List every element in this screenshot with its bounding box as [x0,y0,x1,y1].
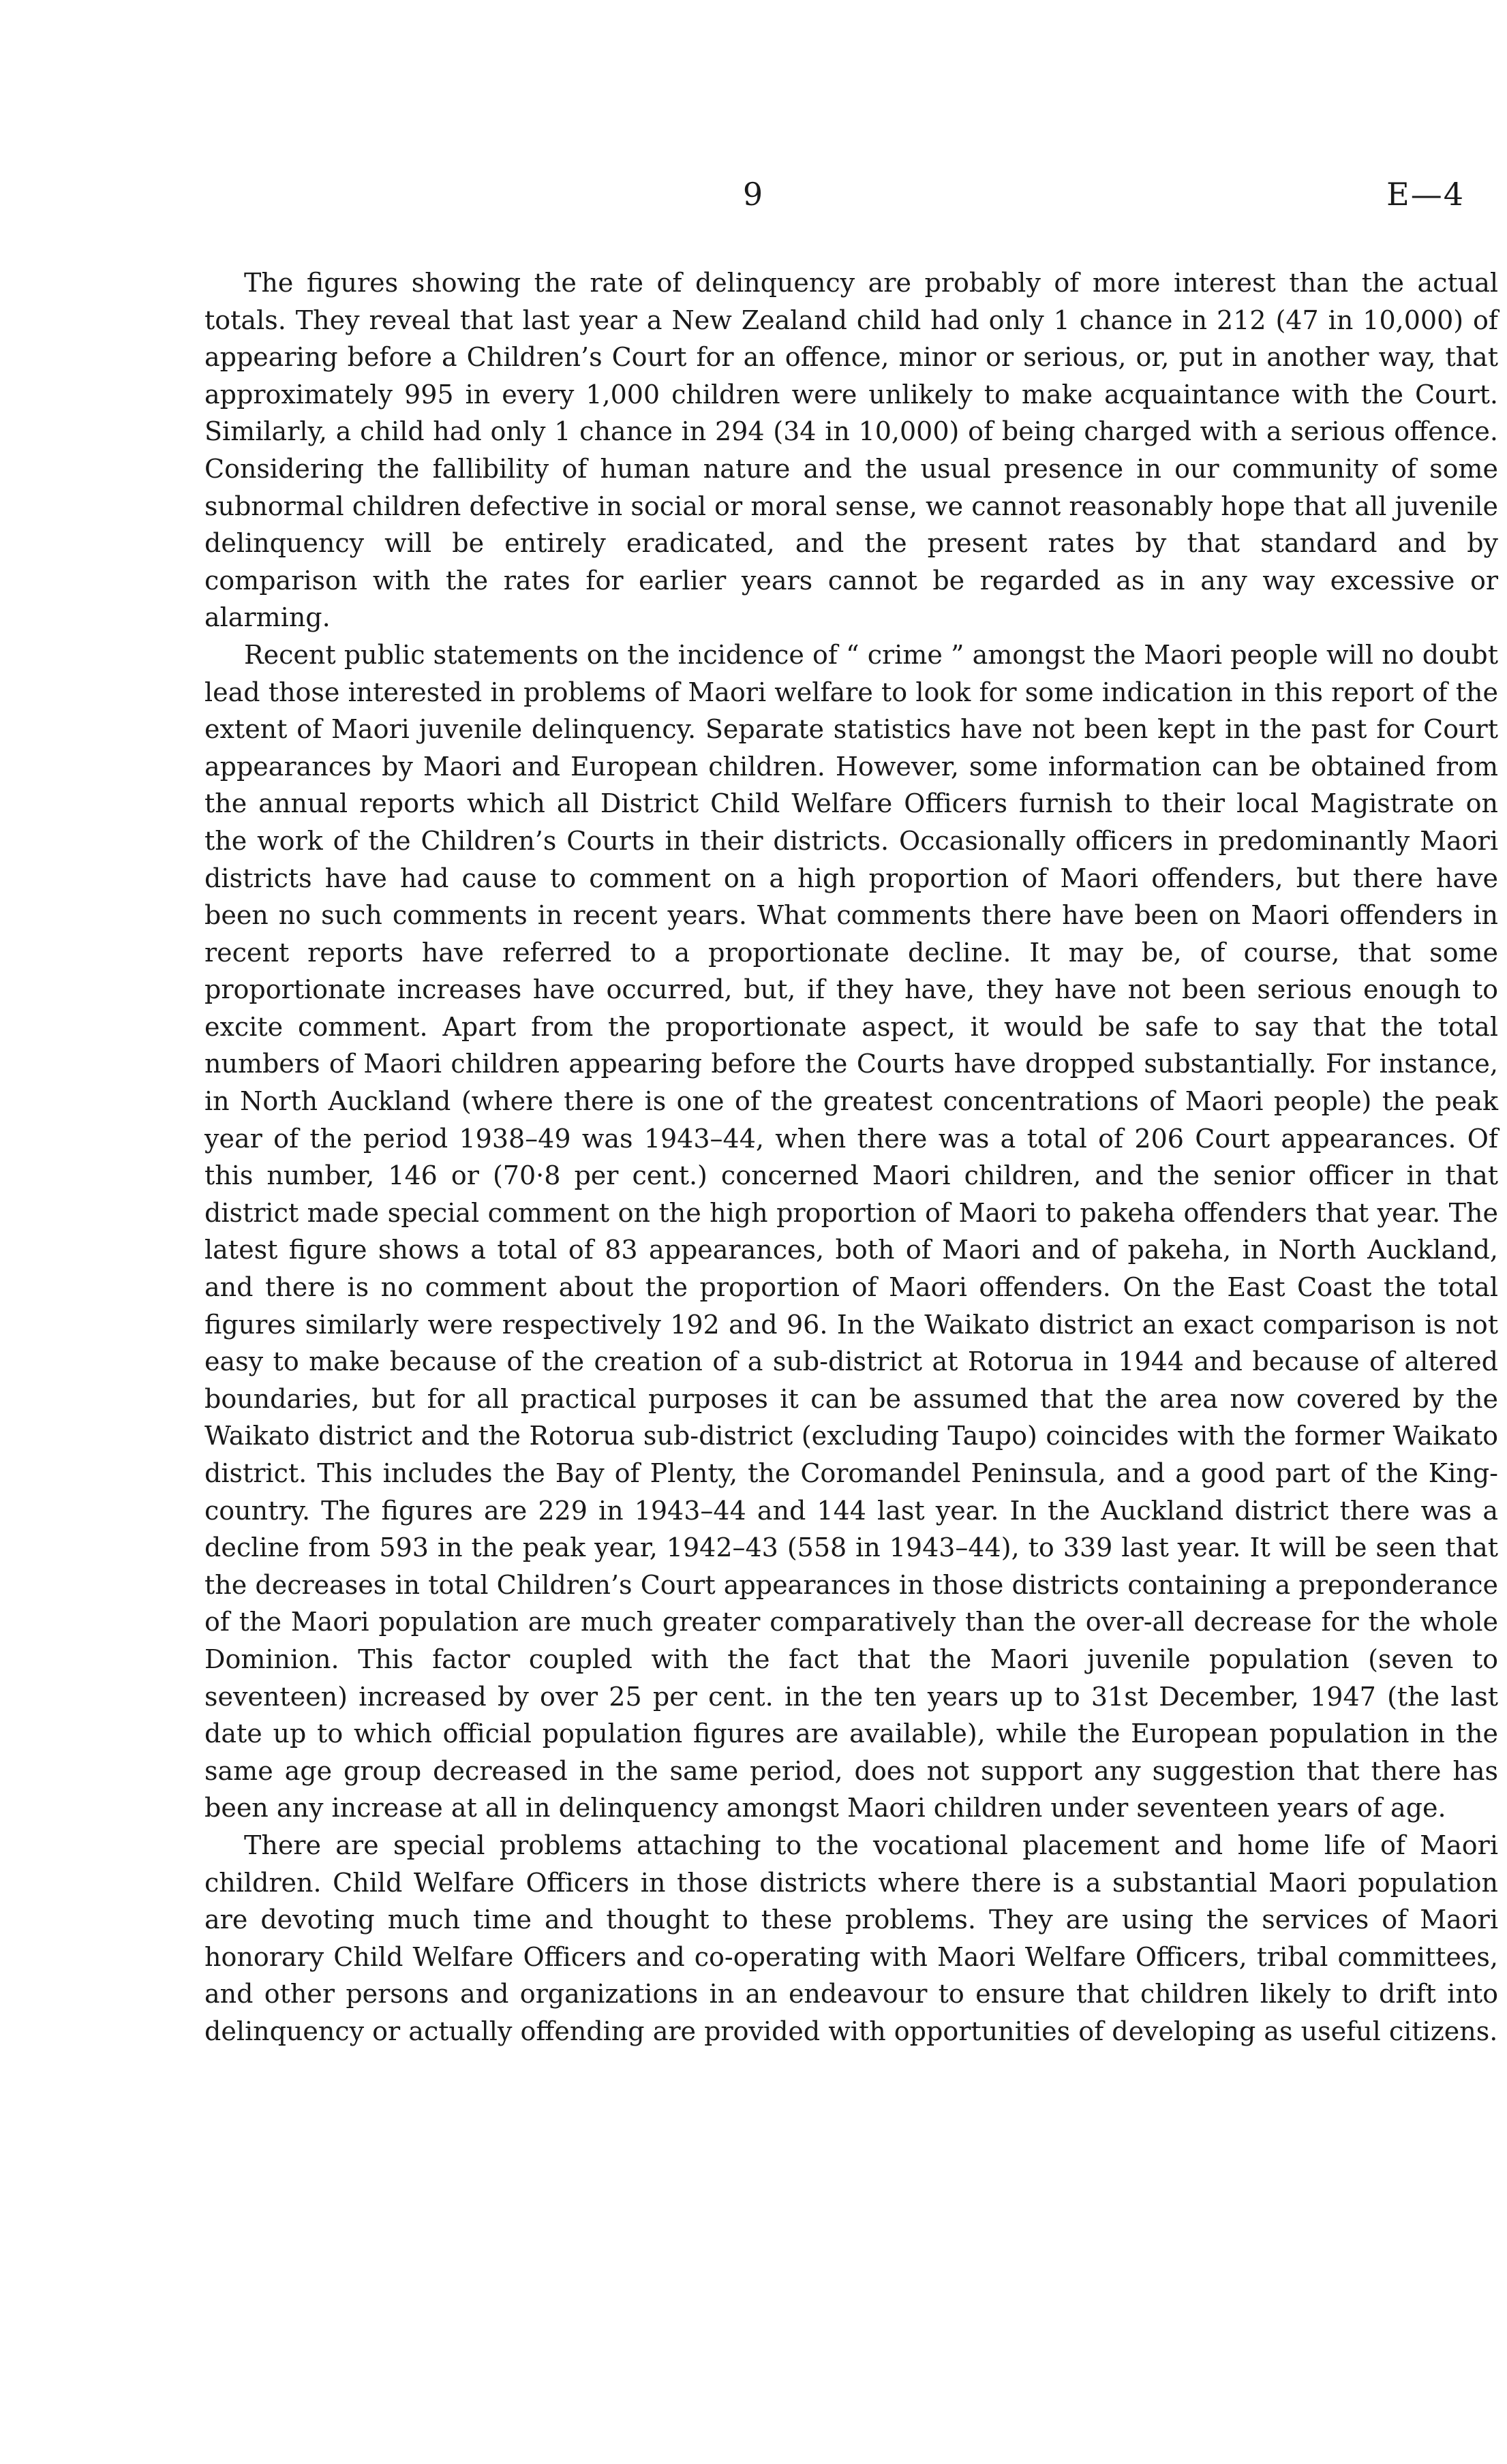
paragraph-delinquency-rate: The figures showing the rate of delinquency are probably of more interest than the actual totals. They reveal that last year a New Zealand child had only 1 chance in 212 (47 in 10,000) of appearing before a Children’s Court for an offence, minor or serious, or, put in another way, that approximately 995 in every 1,000 children were unlikely to make acquaintance with the Court. Similarly, a child had only 1 chance in 294 (34 in 10,000) of being charged with a serious offence. Considering the fallibility of human nature and the usual presence in our community of some subnormal children defective in social or moral sense, we cannot reasonably hope that all juvenile delinquency will be entirely eradicated, and the present rates by that standard and by comparison with the rates for earlier years cannot be regarded as in any way excessive or alarming. [204,268,1498,633]
body-text [204,264,1498,2050]
document-reference: E—4 [1386,176,1465,213]
paragraph-maori-delinquency: Recent public statements on the incidence of “ crime ” amongst the Maori people will no doubt lead those interested in problems of Maori welfare to look for some indication in this report of the extent of Maori juvenile delinquency. Separate statistics have not been kept in the past for Court appearances by Maori and European children. However, some information can be obtained from the annual reports which all District Child Welfare Officers furnish to their local Magistrate on the work of the Children’s Courts in their districts. Occasionally officers in predominantly Maori districts have had cause to comment on a high proportion of Maori offenders, but there have been no such comments in recent years. What comments there have been on Maori offenders in recent reports have referred to a proportionate decline. It may be, of course, that some proportionate increases have occurred, but, if they have, they have not been serious enough to excite comment. Apart from the proportionate aspect, it would be safe to say that the total numbers of Maori children appearing before the Courts have dropped substantially. For instance, in North Auckland (where there is one of the greatest concentrations of Maori people) the peak year of the period 1938–49 was 1943–44, when there was a total of 206 Court appearances. Of this number, 146 or (70·8 per cent.) concerned Maori children, and the senior officer in that district made special comment on the high proportion of Maori to pakeha offenders that year. The latest figure shows a total of 83 appearances, both of Maori and of pakeha, in North Auckland, and there is no comment about the proportion of Maori offenders. On the East Coast the total figures similarly were respectively 192 and 96. In the Waikato district an exact comparison is not easy to make because of the creation of a sub-district at Rotorua in 1944 and because of altered boundaries, but for all practical purposes it can be assumed that the area now covered by the Waikato district and the Rotorua sub-district (excluding Taupo) coincides with the former Waikato district. This includes the Bay of Plenty, the Coromandel Peninsula, and a good part of the King-country. The figures are 229 in 1943–44 and 144 last year. In the Auckland district there was a decline from 593 in the peak year, 1942–43 (558 in 1943–44), to 339 last year. It will be seen that the decreases in total Children’s Court appearances in those districts containing a preponderance of the Maori population are much greater comparatively than the over-all decrease for the whole Dominion. This factor coupled with the fact that the Maori juvenile population (seven to seventeen) increased by over 25 per cent. in the ten years up to 31st December, 1947 (the last date up to which official population figures are available), while the European population in the same age group decreased in the same period, does not support any suggestion that there has been any increase at all in delinquency amongst Maori children under seventeen years of age. [204,639,1498,1823]
paragraph-vocational-placement: There are special problems attaching to the vocational placement and home life of Maori children. Child Welfare Officers in those districts where there is a substantial Maori population are devoting much time and thought to these problems. They are using the services of Maori honorary Child Welfare Officers and co-operating with Maori Welfare Officers, tribal committees, and other persons and organizations in an endeavour to ensure that children likely to drift into delinquency or actually offending are provided with opportunities of developing as useful citizens. [204,1830,1498,2046]
page-number: 9 [742,176,764,213]
